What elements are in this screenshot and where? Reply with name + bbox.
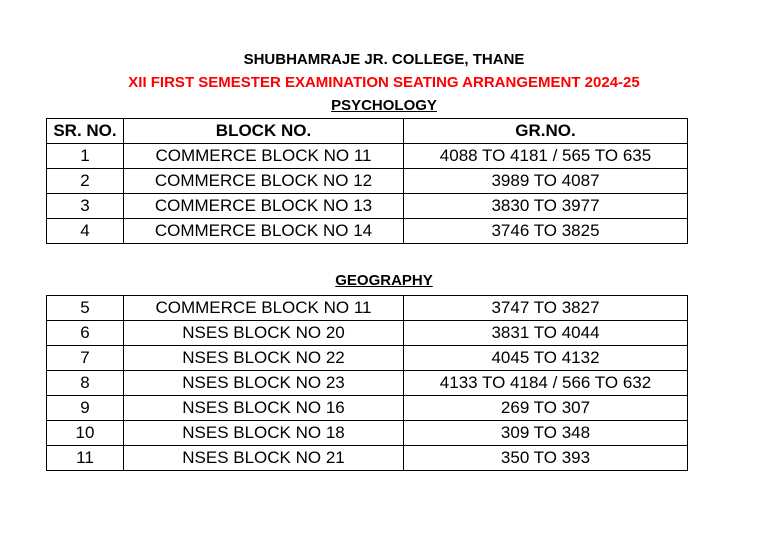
- table-row: [47, 446, 688, 471]
- column-header-block-no: BLOCK NO.: [124, 119, 404, 144]
- table-row: [47, 421, 688, 446]
- block-no-cell: COMMERCE BLOCK NO 11: [124, 296, 404, 321]
- block-no-cell: COMMERCE BLOCK NO 12: [124, 169, 404, 194]
- table-row: [47, 321, 688, 346]
- table-row: [47, 169, 688, 194]
- psychology-table: [46, 118, 688, 244]
- block-no-cell: NSES BLOCK NO 16: [124, 396, 404, 421]
- psychology-title: PSYCHOLOGY: [331, 97, 437, 114]
- sr-no-cell: 11: [47, 446, 124, 471]
- geography-heading: [0, 272, 768, 290]
- geography-table: [46, 295, 688, 471]
- sr-no-cell: 5: [47, 296, 124, 321]
- sr-no-cell: 8: [47, 371, 124, 396]
- sr-no-cell: 7: [47, 346, 124, 371]
- sr-no-cell: 9: [47, 396, 124, 421]
- geography-title: GEOGRAPHY: [335, 272, 433, 289]
- gr-no-cell: 3746 TO 3825: [404, 219, 688, 244]
- college-name: SHUBHAMRAJE JR. COLLEGE, THANE: [243, 51, 525, 68]
- sr-no-cell: 2: [47, 169, 124, 194]
- exam-title: XII FIRST SEMESTER EXAMINATION SEATING ARRANGEMENT 2024-25: [128, 74, 640, 91]
- block-no-cell: NSES BLOCK NO 21: [124, 446, 404, 471]
- table-row: [47, 194, 688, 219]
- gr-no-cell: 4045 TO 4132: [404, 346, 688, 371]
- block-no-cell: COMMERCE BLOCK NO 11: [124, 144, 404, 169]
- table-row: [47, 346, 688, 371]
- table-row: [47, 219, 688, 244]
- gr-no-cell: 3989 TO 4087: [404, 169, 688, 194]
- column-header-gr-no: GR.NO.: [404, 119, 688, 144]
- sr-no-cell: 4: [47, 219, 124, 244]
- block-no-cell: NSES BLOCK NO 22: [124, 346, 404, 371]
- table-header-row: [47, 119, 688, 144]
- sr-no-cell: 3: [47, 194, 124, 219]
- sr-no-cell: 6: [47, 321, 124, 346]
- block-no-cell: NSES BLOCK NO 23: [124, 371, 404, 396]
- sr-no-cell: 1: [47, 144, 124, 169]
- gr-no-cell: 3830 TO 3977: [404, 194, 688, 219]
- gr-no-cell: 350 TO 393: [404, 446, 688, 471]
- gr-no-cell: 269 TO 307: [404, 396, 688, 421]
- column-header-sr-no: SR. NO.: [47, 119, 124, 144]
- sr-no-cell: 10: [47, 421, 124, 446]
- block-no-cell: COMMERCE BLOCK NO 13: [124, 194, 404, 219]
- gr-no-cell: 4133 TO 4184 / 566 TO 632: [404, 371, 688, 396]
- table-row: [47, 296, 688, 321]
- block-no-cell: NSES BLOCK NO 20: [124, 321, 404, 346]
- block-no-cell: COMMERCE BLOCK NO 14: [124, 219, 404, 244]
- block-no-cell: NSES BLOCK NO 18: [124, 421, 404, 446]
- table-row: [47, 371, 688, 396]
- gr-no-cell: 4088 TO 4181 / 565 TO 635: [404, 144, 688, 169]
- gr-no-cell: 3831 TO 4044: [404, 321, 688, 346]
- gr-no-cell: 3747 TO 3827: [404, 296, 688, 321]
- gr-no-cell: 309 TO 348: [404, 421, 688, 446]
- psychology-heading: [0, 97, 768, 115]
- table-row: [47, 396, 688, 421]
- table-row: [47, 144, 688, 169]
